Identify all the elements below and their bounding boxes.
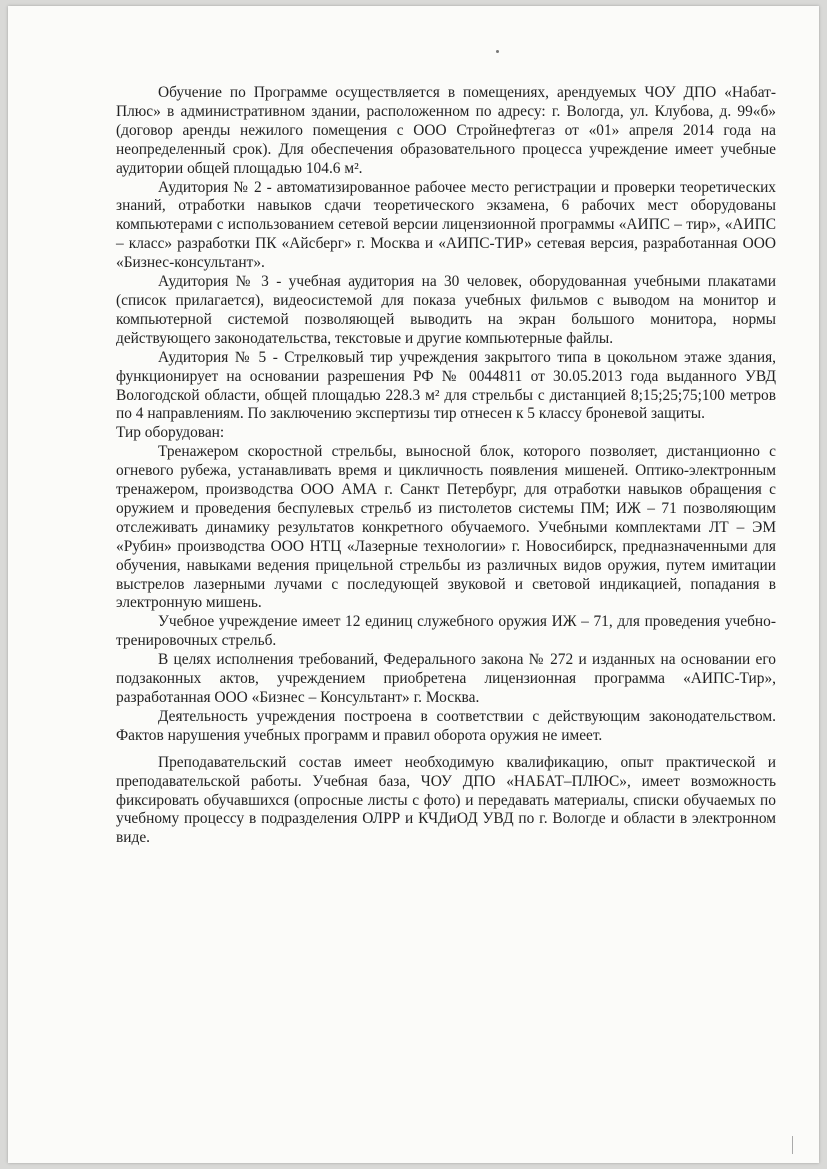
scan-speck — [496, 50, 499, 53]
paragraph-range-equipped: Тир оборудован: — [116, 424, 225, 442]
paragraph-auditorium-2: Аудитория № 2 - автоматизированное рабочее место регистрации и проверки теоретических знаний, отработки навыков сдачи теоретического экзамена, 6 рабочих мест оборудованы компьютерами с использованием сетевой версии лицензионной программы «АИПС – тир», «АИПС – класс» разработки ПК «Айсберг» г. Москва и «АИПС-ТИР» сетевая версия, разработанная ООО «Бизнес-консультант». — [116, 178, 776, 272]
paragraph-activity: Деятельность учреждения построена в соответствии с действующим законодательством. Фактов нарушения учебных программ и правил оборота оружия не имеет. — [116, 707, 776, 744]
scan-mark — [792, 1136, 793, 1154]
paragraph-premises: Обучение по Программе осуществляется в помещениях, арендуемых ЧОУ ДПО «Набат-Плюс» в административном здании, расположенном по адресу: г. Вологда, ул. Клубова, д. 99«б» (договор аренды нежилого помещения с ООО Стройнефтегаз от «01» апреля 2014 года на неопределенный срок). Для обеспечения образовательного процесса учреждение имеет учебные аудитории общей площадью 104.6 м². — [116, 84, 776, 177]
paragraph-simulators: Тренажером скоростной стрельбы, выносной блок, которого позволяет, дистанционно с огневого рубежа, устанавливать время и цикличность появления мишеней. Оптико-электронным тренажером, производства ООО АМА г. Санкт Петербург, для отработки навыков обращения с оружием и проведения беспулевых стрельб из пистолетов системы ПМ; ИЖ – 71 позволяющим отслеживать динамику результатов конкретного обучаемого. Учебными комплектами ЛТ – ЭМ «Рубин» производства ООО НТЦ «Лазерные технологии» г. Новосибирск, предназначенными для обучения, навыками ведения прицельной стрельбы из различных видов оружия, путем имитации выстрелов лазерными лучами с последующей звуковой и световой индикацией, попадания в электронную мишень. — [116, 443, 776, 612]
document-body — [116, 84, 776, 848]
paragraph-federal-law: В целях исполнения требований, Федерального закона № 272 и изданных на основании его подзаконных актов, учреждением приобретена лицензионная программа «АИПС-Тир», разработанная ООО «Бизнес – Консультант» г. Москва. — [116, 651, 776, 706]
paragraph-weapons: Учебное учреждение имеет 12 единиц служебного оружия ИЖ – 71, для проведения учебно-тренировочных стрельб. — [116, 613, 776, 650]
paragraph-auditorium-3: Аудитория № 3 - учебная аудитория на 30 человек, оборудованная учебными плакатами (список прилагается), видеосистемой для показа учебных фильмов с выводом на монитор и компьютерной системой позволяющей выводить на экран большого монитора, нормы действующего законодательства, текстовые и другие компьютерные файлы. — [116, 273, 776, 347]
paragraph-teaching-staff: Преподавательский состав имеет необходимую квалификацию, опыт практической и преподавательской работы. Учебная база, ЧОУ ДПО «НАБАТ–ПЛЮС», имеет возможность фиксировать обучавшихся (опросные листы с фото) и передавать материалы, списки обучаемых по учебному процессу в подразделения ОЛРР и КЧДиОД УВД по г. Вологде и области в электронном виде. — [116, 753, 776, 847]
paragraph-auditorium-5: Аудитория № 5 - Стрелковый тир учреждения закрытого типа в цокольном этаже здания, функционирует на основании разрешения РФ № 0044811 от 30.05.2013 года выданного УВД Вологодской области, общей площадью 228.3 м² для стрельбы с дистанцией 8;15;25;75;100 метров по 4 направлениям. По заключению экспертизы тир отнесен к 5 классу броневой защиты. — [116, 348, 776, 423]
document-page — [8, 6, 819, 1163]
